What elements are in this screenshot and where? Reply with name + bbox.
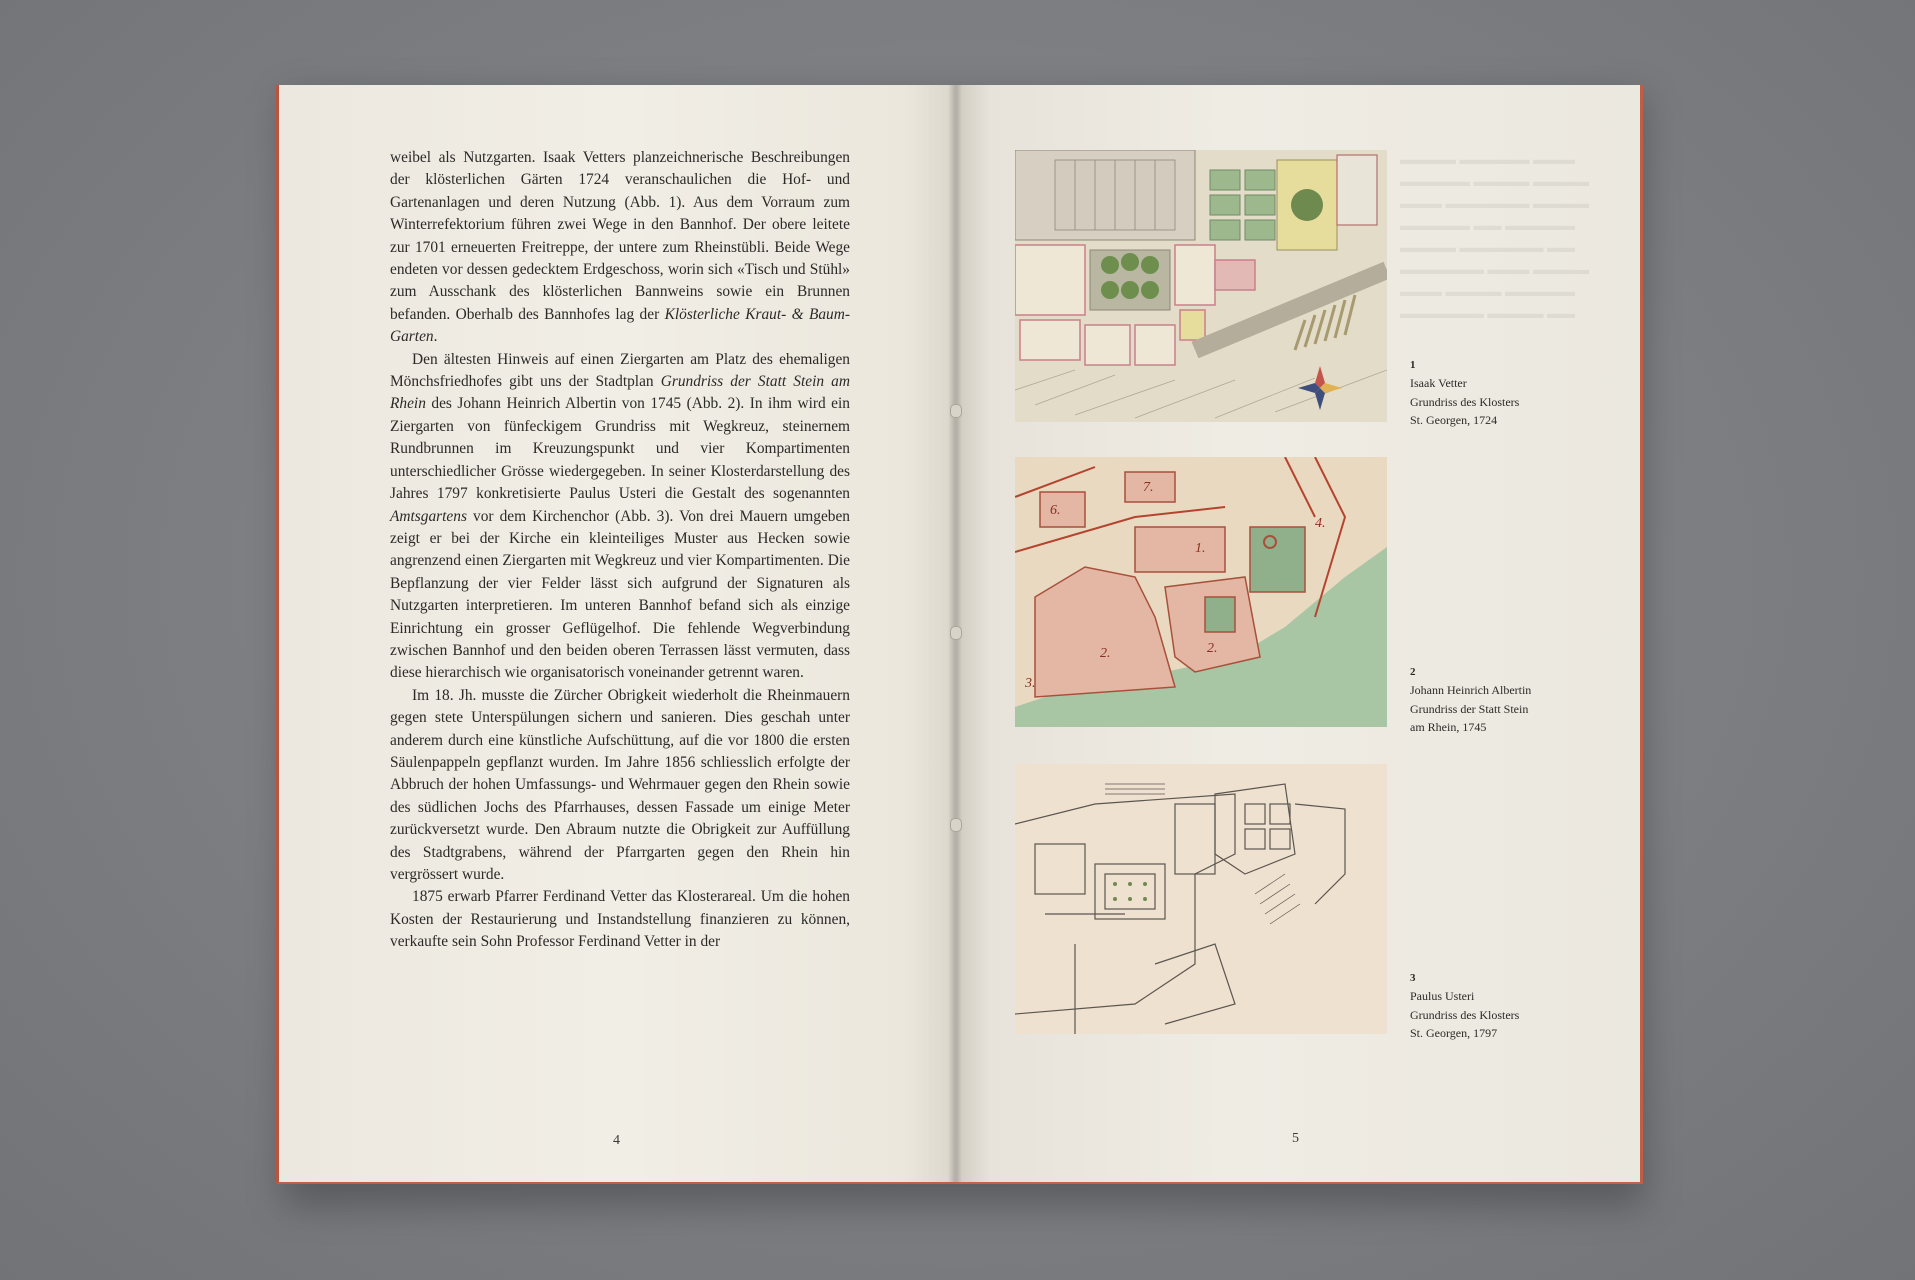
- svg-text:1.: 1.: [1195, 541, 1206, 556]
- caption-title-line: Grundriss des Klosters: [1410, 1007, 1520, 1022]
- text-run: des Johann Heinrich Albertin von 1745 (Abb. 2). In ihm wird ein Ziergarten von fünfeckigem Grundriss mit Wegkreuz, steinernem Rundbrunnen im Kreuzungspunkt und vier Kompartimenten unterschiedlicher Grösse wiedergegeben. In seiner Klosterdarstellung des Jahres 1797 konkretisierte Paulus Usteri die Gestalt des sogenannten: [390, 395, 850, 503]
- paragraph-3: [390, 685, 850, 887]
- caption-author: Paulus Usteri: [1410, 989, 1475, 1004]
- text-run: Im 18. Jh. musste die Zürcher Obrigkeit wiederholt die Rheinmauern gegen stete Unterspülungen sichern und sanieren. Dies geschah unter anderem durch eine künstliche Aufschüttung, auf die vor 1800 die ersten Säulenpappeln gepflanzt wurden. Im Jahre 1856 schliesslich erfolgte der Abbruch der hohen Umfassungs- und Wehrmauer gegen den Rhein sowie des südlichen Jochs des Pfarrhauses, dessen Fassade um einige Meter zurückversetzt wurde. Den Abraum nutzte die Obrigkeit zur Auffüllung des Stadtgrabens, während der Pfarrgarten gegen den Rhein hin vergrössert wurde.: [390, 686, 850, 883]
- show-through-text: ▬▬▬▬ ▬▬▬▬▬ ▬▬▬ ▬▬▬▬▬ ▬▬▬▬ ▬▬▬▬ ▬▬▬ ▬▬▬▬▬▬ ▬▬▬▬ ▬▬▬▬▬ ▬▬ ▬▬▬▬▬ ▬▬▬▬ ▬▬▬▬▬▬ ▬▬ ▬▬▬▬▬▬ ▬▬▬ ▬▬▬▬ ▬▬▬ ▬▬▬▬ ▬▬▬▬▬ ▬▬▬▬▬▬ ▬▬▬▬ ▬▬: [1400, 153, 1589, 322]
- figure-2-map: [1015, 457, 1387, 727]
- text-run: vor dem Kirchenchor (Abb. 3). Von drei Mauern umgeben zeigt er bei der Kirche ein kleinteiliges Muster aus Hecken sowie angrenzend einen Ziergarten mit Wegkreuz und vier Kompartimenten. Die Bepflanzung der vier Felder lässt sich aufgrund der Signaturen als Nutzgarten interpretieren. Im unteren Bannhof befand sich als einzige Einrichtung ein grosser Geflügelhof. Die fehlende Wegverbindung zwischen Bannhof und den beiden oberen Terrassen lässt vermuten, dass diese hierarchisch wie organisatorisch voneinander getrennt waren.: [390, 507, 850, 682]
- figure-3-map: [1015, 764, 1387, 1034]
- svg-text:3.: 3.: [1025, 676, 1036, 691]
- staple: [950, 626, 962, 640]
- text-run-italic: Grundriss der Statt Stein am Rhein: [390, 373, 850, 413]
- caption-title-line: am Rhein, 1745: [1410, 720, 1487, 735]
- paragraph-4: [390, 886, 850, 953]
- tree: [1291, 189, 1323, 221]
- body-text: [390, 147, 850, 954]
- text-run: 1875 erwarb Pfarrer Ferdinand Vetter das Klosterareal. Um die hohen Kosten der Restaurierung und Instandstellung finanzieren zu können, verkaufte sein Sohn Professor Ferdinand Vetter in der: [390, 888, 850, 951]
- staple: [950, 404, 962, 418]
- svg-text:6.: 6.: [1050, 503, 1061, 518]
- paragraph-2: [390, 349, 850, 685]
- text-run: .: [433, 328, 438, 346]
- map-1745-illustration: [1015, 457, 1387, 727]
- svg-text:4.: 4.: [1315, 516, 1326, 531]
- staple: [950, 818, 962, 832]
- map-1797-illustration: [1015, 764, 1387, 1034]
- svg-text:2.: 2.: [1207, 641, 1218, 656]
- text-run-italic: Klösterliche Kraut- & Baum-Garten: [390, 305, 850, 346]
- plot-yellow: [1180, 310, 1205, 340]
- text-run: Den ältesten Hinweis auf einen Ziergarten am Platz des ehemaligen Mönchsfriedhofes gibt uns der Stadtplan: [390, 350, 850, 391]
- caption-author: Isaak Vetter: [1410, 376, 1467, 391]
- page-number-left: 4: [613, 1133, 620, 1148]
- text-run-italic: Amtsgartens: [390, 507, 467, 525]
- svg-text:2.: 2.: [1100, 646, 1111, 661]
- map-1724-illustration: [1015, 150, 1387, 422]
- caption-title-line: St. Georgen, 1724: [1410, 413, 1498, 428]
- caption-title-line: Grundriss der Statt Stein: [1410, 701, 1529, 716]
- caption-number: 2: [1410, 666, 1416, 678]
- page-number-right: 5: [1292, 1131, 1299, 1146]
- figure-1-map: [1015, 150, 1387, 422]
- figure-2-caption: [1410, 663, 1610, 737]
- caption-number: 3: [1410, 972, 1416, 984]
- plot-pink: [1215, 260, 1255, 290]
- svg-text:7.: 7.: [1143, 480, 1154, 495]
- text-run: weibel als Nutzgarten. Isaak Vetters planzeichnerische Beschreibungen der klösterlichen Gärten 1724 veranschaulichen die Hof- und Gartenanlagen und deren Nutzung (Abb. 1). Aus dem Vorraum zum Winterrefektorium führen zwei Wege in den Bannhof. Der obere leitete zur 1701 erneuerten Freitreppe, der untere zum Rheinstübli. Beide Wege endeten vor dessen gedecktem Erdgeschoss, worin sich «Tisch und Stühl» zum Ausschank des klösterlichen Bannweins sowie ein Brunnen befanden. Oberhalb des Bannhofes lag der: [390, 149, 850, 323]
- caption-title-line: St. Georgen, 1797: [1410, 1026, 1498, 1041]
- caption-author: Johann Heinrich Albertin: [1410, 683, 1532, 698]
- figure-3-caption: [1410, 969, 1610, 1043]
- building-block: [1337, 155, 1377, 225]
- caption-title-line: Grundriss des Klosters: [1410, 394, 1520, 409]
- figure-1-caption: [1410, 356, 1610, 430]
- caption-number: 1: [1410, 359, 1416, 371]
- building-hatching: [1055, 160, 1175, 230]
- paragraph-1: [390, 147, 850, 349]
